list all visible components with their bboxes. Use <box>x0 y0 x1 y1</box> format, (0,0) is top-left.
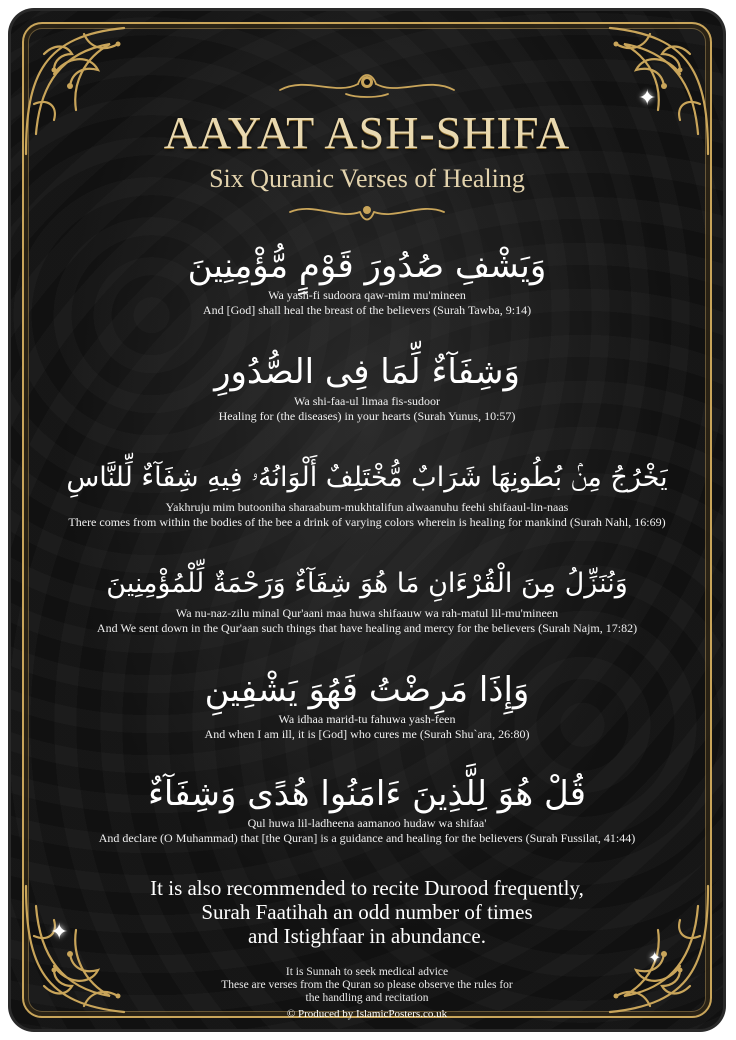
poster <box>8 8 726 1032</box>
verse-arabic: يَخْرُجُ مِنۢ بُطُونِهَا شَرَابٌ مُّخْتَلِفٌ أَلْوَانُهُۥ فِيهِ شِفَآءٌ لِّلنَّاسِ <box>66 462 668 493</box>
verse-block <box>28 562 706 636</box>
verse-block <box>28 772 706 846</box>
verse-arabic: قُلْ هُوَ لِلَّذِينَ ءَامَنُوا هُدًى وَشِفَآءٌ <box>147 774 587 814</box>
verse-translation: And declare (O Muhammad) that [the Quran] is a guidance and healing for the believers (Surah Fussilat, 41:44) <box>98 831 636 845</box>
verse-block <box>28 456 706 530</box>
verse-arabic: وَيَشْفِ صُدُورَ قَوْمٍ مُّؤْمِنِينَ <box>187 246 547 286</box>
verse-arabic: وَإِذَا مَرِضْتُ فَهُوَ يَشْفِينِ <box>204 670 530 710</box>
verse-translation: And [God] shall heal the breast of the believers (Surah Tawba, 9:14) <box>202 303 532 317</box>
footer-line: the handling and recitation <box>305 992 429 1004</box>
recommendation-line: Surah Faatihah an odd number of times <box>201 900 533 924</box>
recommendation-line: and Istighfaar in abundance. <box>248 924 486 948</box>
verse-transliteration: Wa shi-faa-ul limaa fis-sudoor <box>294 394 440 408</box>
verse-block <box>28 668 706 742</box>
sparkle-icon: ✦ <box>50 920 69 945</box>
verse-translation: Healing for (the diseases) in your hearts (Surah Yunus, 10:57) <box>218 409 516 423</box>
recommendation-line: It is also recommended to recite Durood frequently, <box>150 876 584 900</box>
verse-block <box>28 244 706 318</box>
top-ornament-icon <box>276 66 458 102</box>
page-title: AAYAT ASH-SHIFA <box>163 107 571 158</box>
sparkle-icon: ✦ <box>638 86 657 111</box>
divider-ornament-icon <box>286 198 448 228</box>
page-subtitle: Six Quranic Verses of Healing <box>209 164 525 193</box>
verse-translation: And We sent down in the Qur'aan such things that have healing and mercy for the believers (Surah Najm, 17:82) <box>96 621 638 635</box>
sparkle-icon: ✦ <box>648 948 662 967</box>
verse-block <box>28 350 706 424</box>
verse-translation: And when I am ill, it is [God] who cures me (Surah Shu`ara, 26:80) <box>204 727 530 741</box>
verse-translation: There comes from within the bodies of the bee a drink of varying colors wherein is healing for mankind (Surah Nahl, 16:69) <box>68 515 666 529</box>
verse-transliteration: Wa yash-fi sudoora qaw-mim mu'mineen <box>268 288 466 302</box>
footer-notes <box>28 966 706 1021</box>
verse-transliteration: Yakhruju mim butooniha sharaabum-mukhtalifun alwaanuhu feehi shifaaul-lin-naas <box>165 500 569 514</box>
verse-arabic: وَنُنَزِّلُ مِنَ الْقُرْءَانِ مَا هُوَ شِفَآءٌ وَرَحْمَةٌ لِّلْمُؤْمِنِينَ <box>106 568 628 599</box>
footer-line: It is Sunnah to seek medical advice <box>285 966 449 978</box>
credit-text: © Produced by IslamicPosters.co.uk <box>286 1008 448 1020</box>
footer-line: These are verses from the Quran so please observe the rules for <box>221 979 513 991</box>
verse-transliteration: Qul huwa lil-ladheena aamanoo hudaw wa shifaa' <box>247 816 487 830</box>
verse-transliteration: Wa idhaa marid-tu fahuwa yash-feen <box>278 712 456 726</box>
recommendation-text <box>28 876 706 948</box>
verse-transliteration: Wa nu-naz-zilu minal Qur'aani maa huwa shifaauw wa rah-matul lil-mu'mineen <box>175 606 559 620</box>
verse-arabic: وَشِفَآءٌ لِّمَا فِى الصُّدُورِ <box>214 352 520 392</box>
